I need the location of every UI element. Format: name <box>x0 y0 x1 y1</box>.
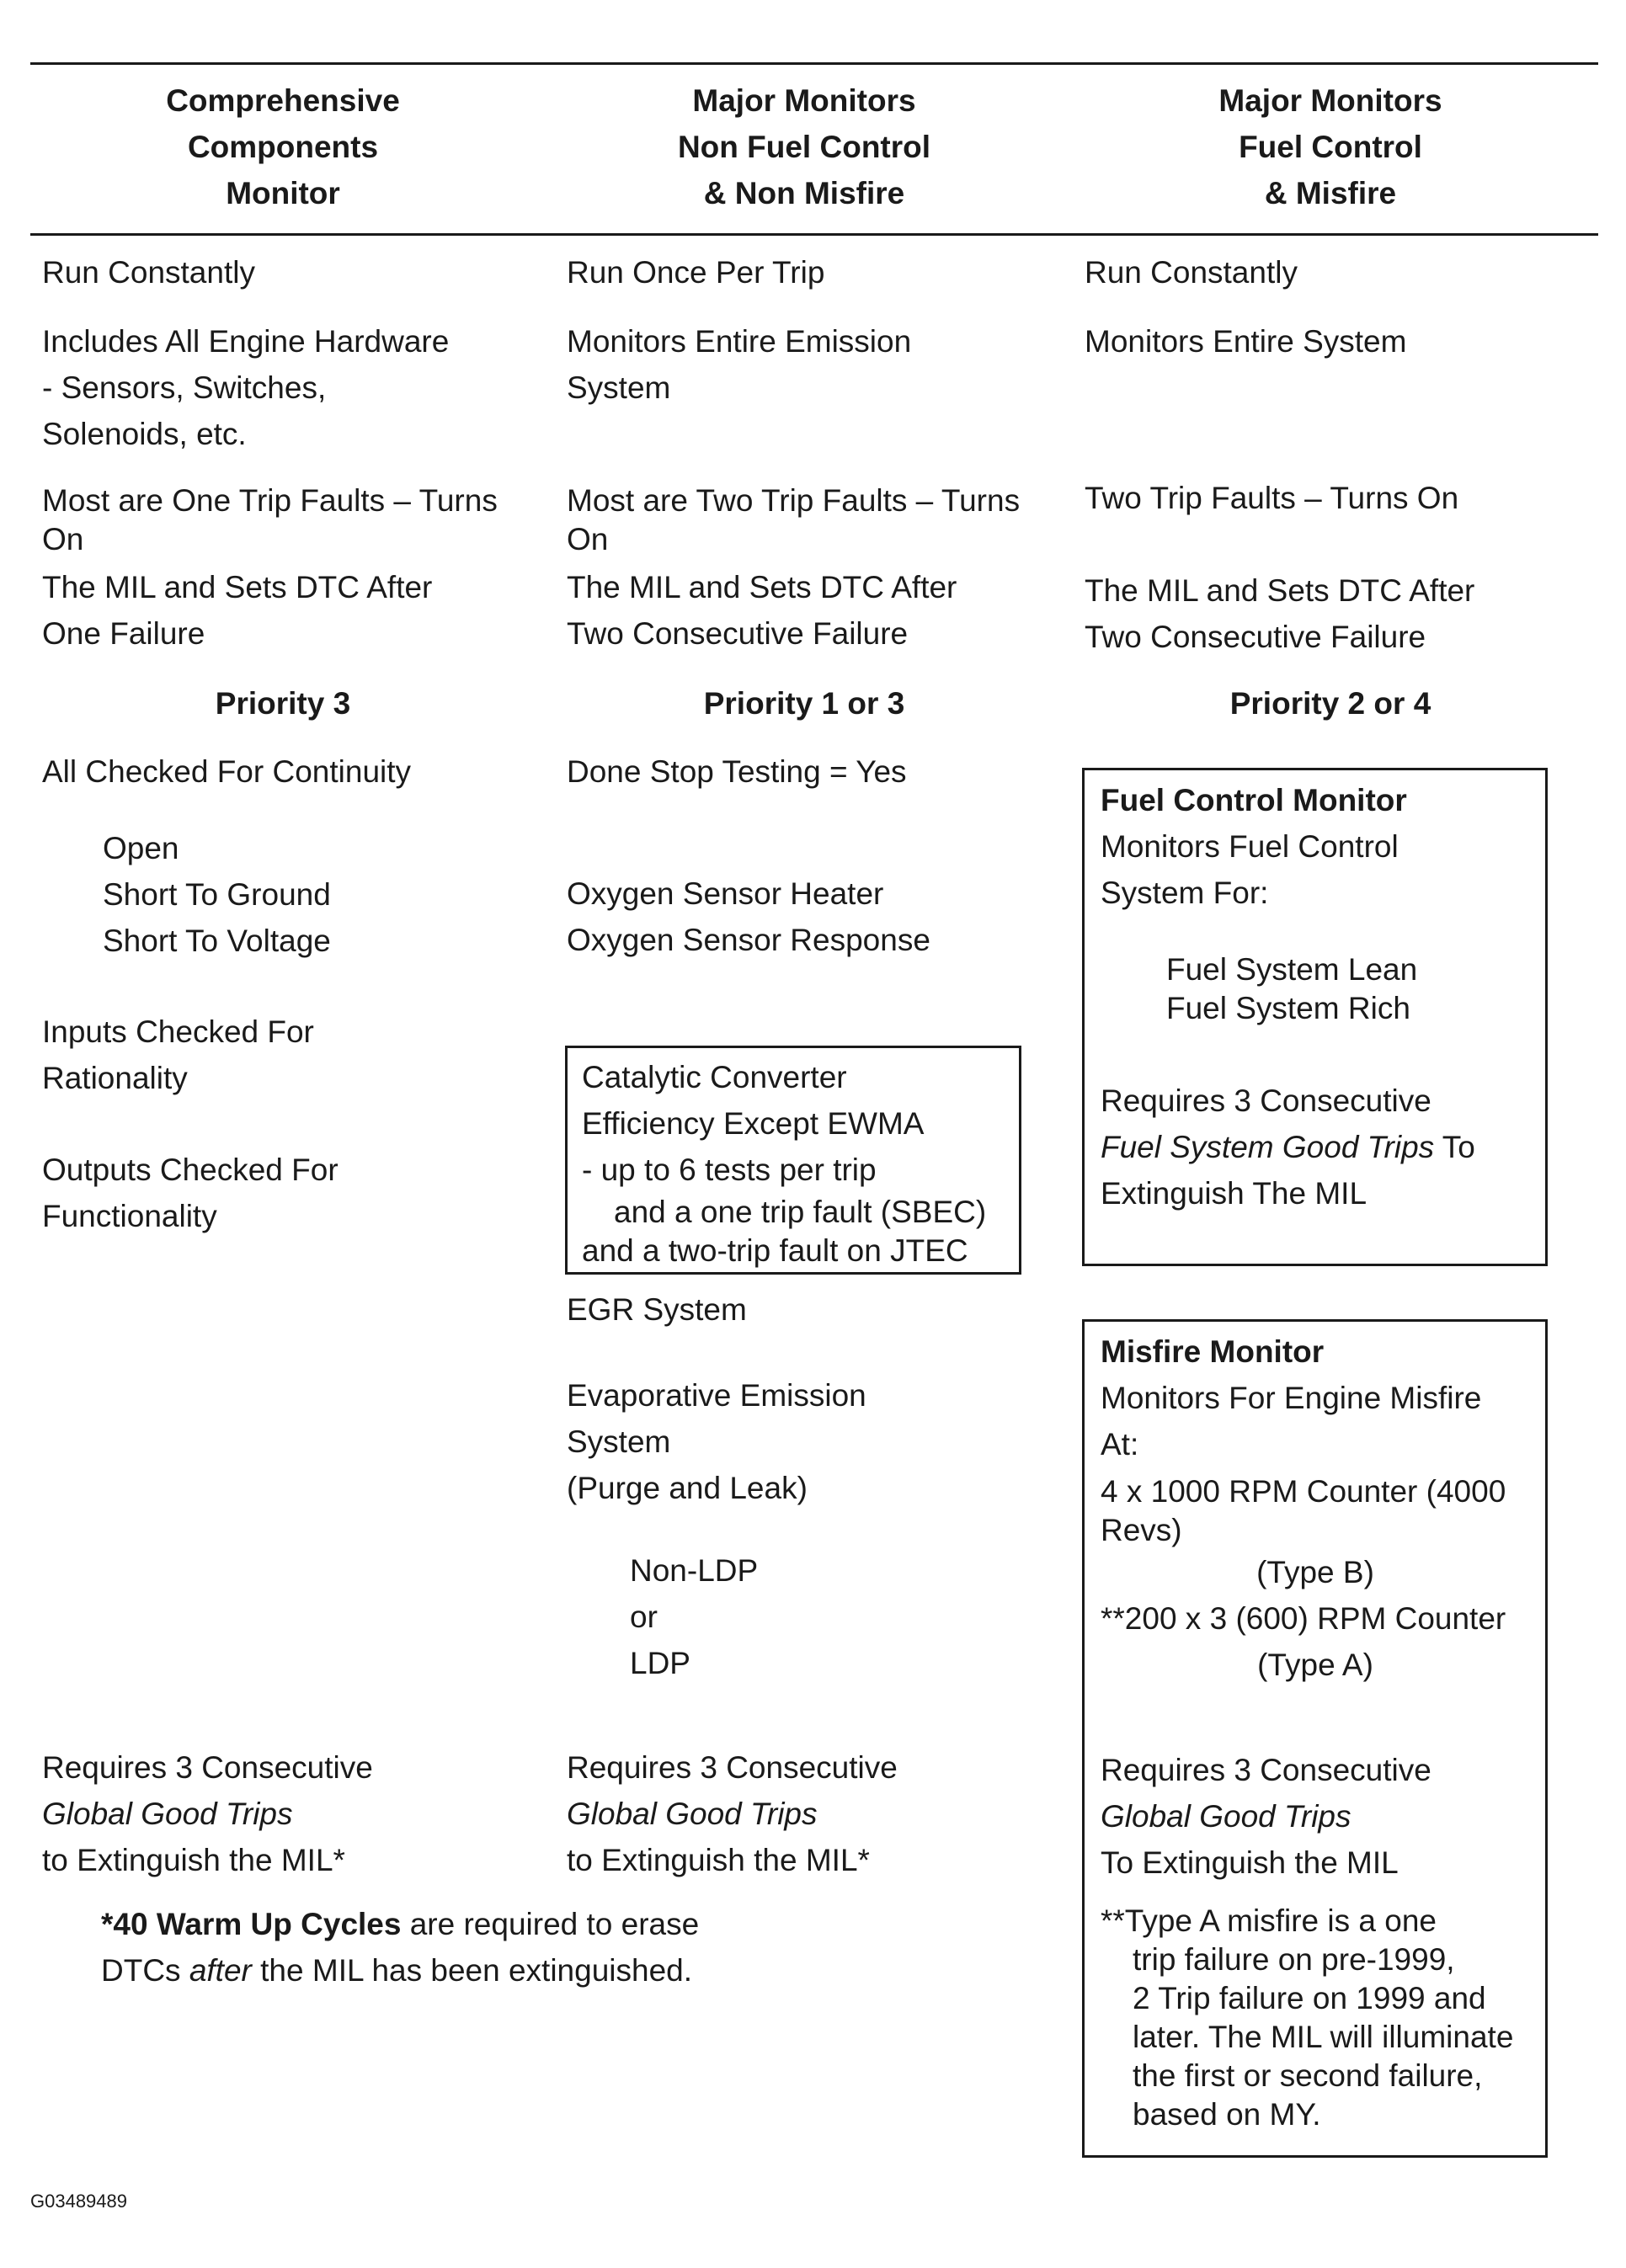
text-line: Most are One Trip Faults – Turns <box>42 483 498 518</box>
text-line: - up to 6 tests per trip <box>582 1153 877 1187</box>
text-line: The MIL and Sets DTC After <box>567 570 957 604</box>
text-line: Requires 3 Consecutive <box>1101 1753 1431 1787</box>
text-line: and a two-trip fault on JTEC <box>582 1233 968 1268</box>
header-rule <box>30 233 1598 236</box>
text-line: System <box>567 1424 671 1459</box>
text-line: Outputs Checked For <box>42 1153 339 1187</box>
text-line: Monitors For Engine Misfire <box>1101 1381 1482 1415</box>
col1-continuity: All Checked For Continuity <box>42 754 412 789</box>
text-line: based on MY. <box>1133 2097 1321 2132</box>
text-line: Global Good Trips <box>1101 1799 1351 1834</box>
header-line: Components <box>187 130 379 164</box>
text-line: - Sensors, Switches, <box>42 370 327 405</box>
header-line: Monitor <box>226 176 340 210</box>
header-line: Major Monitors <box>1218 83 1442 118</box>
col2-evap <box>567 1372 866 1511</box>
catalytic-converter-box <box>565 1046 1021 1275</box>
text-line: Solenoids, etc. <box>42 417 247 451</box>
text-line <box>1101 1124 1475 1170</box>
text-line: Non-LDP <box>630 1553 759 1588</box>
text-line: Two Consecutive Failure <box>1085 620 1426 654</box>
text-line: or <box>630 1600 658 1634</box>
text-line: Monitors Entire Emission <box>567 324 912 359</box>
fuel-box-requires <box>1101 1078 1475 1217</box>
text-line: and a one trip fault (SBEC) <box>614 1195 987 1229</box>
text-line: later. The MIL will illuminate <box>1133 2020 1514 2054</box>
warm-up-footnote <box>101 1901 699 1994</box>
misfire-requires <box>1101 1747 1431 1886</box>
col2-monitors <box>567 318 911 411</box>
text-line: Short To Ground <box>103 877 331 912</box>
text-line: The MIL and Sets DTC After <box>1085 573 1475 608</box>
col1-outputs <box>42 1147 339 1239</box>
text-line: The MIL and Sets DTC After <box>42 570 433 604</box>
figure-id: G03489489 <box>30 2191 127 2212</box>
col1-requires <box>42 1744 373 1883</box>
misfire-type-b: (Type B) <box>1256 1555 1374 1589</box>
col2-requires <box>567 1744 898 1883</box>
italic-text: after <box>189 1953 252 1988</box>
text-line: Requires 3 Consecutive <box>1101 1083 1431 1118</box>
text-line: Rationality <box>42 1061 188 1095</box>
text-line <box>101 1947 699 1994</box>
text-line: Short To Voltage <box>103 924 331 958</box>
text-line: 2 Trip failure on 1999 and <box>1133 1981 1486 2015</box>
plain-text: DTCs <box>101 1953 189 1988</box>
text-line: Most are Two Trip Faults – Turns <box>567 483 1021 518</box>
misfire-type-a: (Type A) <box>1257 1648 1373 1682</box>
text-line: Monitors Fuel Control <box>1101 829 1399 864</box>
col2-oxygen <box>567 870 930 963</box>
header-line: Fuel Control <box>1239 130 1422 164</box>
header-non-fuel <box>552 77 1057 216</box>
header-line: Non Fuel Control <box>677 130 931 164</box>
text-line: Global Good Trips <box>42 1797 293 1831</box>
header-line: Major Monitors <box>692 83 916 118</box>
col3-monitors: Monitors Entire System <box>1085 324 1407 359</box>
text-line: Functionality <box>42 1199 217 1233</box>
plain-text: are required to erase <box>401 1907 700 1941</box>
text-line: Evaporative Emission <box>567 1378 866 1413</box>
bold-text: *40 Warm Up Cycles <box>101 1907 402 1941</box>
col1-checks <box>103 825 331 964</box>
top-rule <box>30 62 1598 65</box>
header-line: Comprehensive <box>166 83 400 118</box>
misfire-box-title: Misfire Monitor <box>1101 1334 1325 1369</box>
fuel-control-monitor-box <box>1082 768 1548 1266</box>
col2-faults <box>567 482 1020 657</box>
col3-faults <box>1085 479 1474 660</box>
text-line: Requires 3 Consecutive <box>567 1750 898 1785</box>
header-line: & Non Misfire <box>703 176 905 210</box>
col1-includes <box>42 318 449 457</box>
fuel-box-title: Fuel Control Monitor <box>1101 783 1407 817</box>
misfire-note <box>1101 1902 1513 2134</box>
text-line: System <box>567 370 671 405</box>
text-line: To Extinguish the MIL <box>1101 1845 1399 1880</box>
header-line: & Misfire <box>1264 176 1397 210</box>
fuel-box-items <box>1166 950 1417 1028</box>
col1-priority: Priority 3 <box>215 686 351 721</box>
col3-run: Run Constantly <box>1085 255 1298 290</box>
fuel-box-lines <box>1101 823 1399 916</box>
col2-egr: EGR System <box>567 1292 747 1327</box>
text-line: Oxygen Sensor Heater <box>567 876 884 911</box>
text-line: On <box>42 522 84 556</box>
col1-inputs <box>42 1009 314 1101</box>
text-line: Requires 3 Consecutive <box>42 1750 373 1785</box>
text-line: Fuel System Rich <box>1166 991 1410 1025</box>
col2-priority: Priority 1 or 3 <box>703 686 905 721</box>
catalytic-text <box>582 1054 986 1270</box>
header-comprehensive <box>30 77 536 216</box>
misfire-box-lines <box>1101 1375 1506 1550</box>
text-line: trip failure on pre-1999, <box>1133 1942 1455 1977</box>
text-line <box>101 1901 699 1947</box>
text-line: Open <box>103 831 179 865</box>
text-line: Oxygen Sensor Response <box>567 923 930 957</box>
text-line: **Type A misfire is a one <box>1101 1903 1437 1938</box>
col1-run: Run Constantly <box>42 255 255 290</box>
text-line: Efficiency Except EWMA <box>582 1106 925 1141</box>
text-line: to Extinguish the MIL* <box>567 1843 870 1877</box>
text-line: One Failure <box>42 616 205 651</box>
col2-ldp <box>630 1547 758 1686</box>
misfire-monitor-box <box>1082 1319 1548 2158</box>
text-line: 4 x 1000 RPM Counter (4000 <box>1101 1474 1506 1509</box>
text-line: Revs) <box>1101 1513 1182 1547</box>
text-line: Extinguish The MIL <box>1101 1176 1367 1211</box>
col2-run: Run Once Per Trip <box>567 255 825 290</box>
col2-done: Done Stop Testing = Yes <box>567 754 907 789</box>
plain-text: To <box>1434 1130 1475 1164</box>
text-line: On <box>567 522 609 556</box>
text-line: Catalytic Converter <box>582 1060 847 1094</box>
misfire-counter: **200 x 3 (600) RPM Counter <box>1101 1601 1506 1636</box>
text-line: LDP <box>630 1646 690 1680</box>
text-line: Global Good Trips <box>567 1797 818 1831</box>
text-line: to Extinguish the MIL* <box>42 1843 345 1877</box>
text-line: Two Consecutive Failure <box>567 616 909 651</box>
italic-text: Fuel System Good Trips <box>1101 1130 1435 1164</box>
text-line: the first or second failure, <box>1133 2058 1483 2093</box>
text-line: Two Trip Faults – Turns On <box>1085 481 1459 515</box>
text-line: System For: <box>1101 876 1269 910</box>
col3-priority: Priority 2 or 4 <box>1229 686 1431 721</box>
header-fuel-misfire <box>1074 77 1587 216</box>
text-line: Includes All Engine Hardware <box>42 324 450 359</box>
text-line: Inputs Checked For <box>42 1014 314 1049</box>
text-line: Fuel System Lean <box>1166 952 1418 987</box>
text-line: (Purge and Leak) <box>567 1471 808 1505</box>
text-line: At: <box>1101 1427 1139 1461</box>
plain-text: the MIL has been extinguished. <box>251 1953 693 1988</box>
col1-faults <box>42 482 498 657</box>
